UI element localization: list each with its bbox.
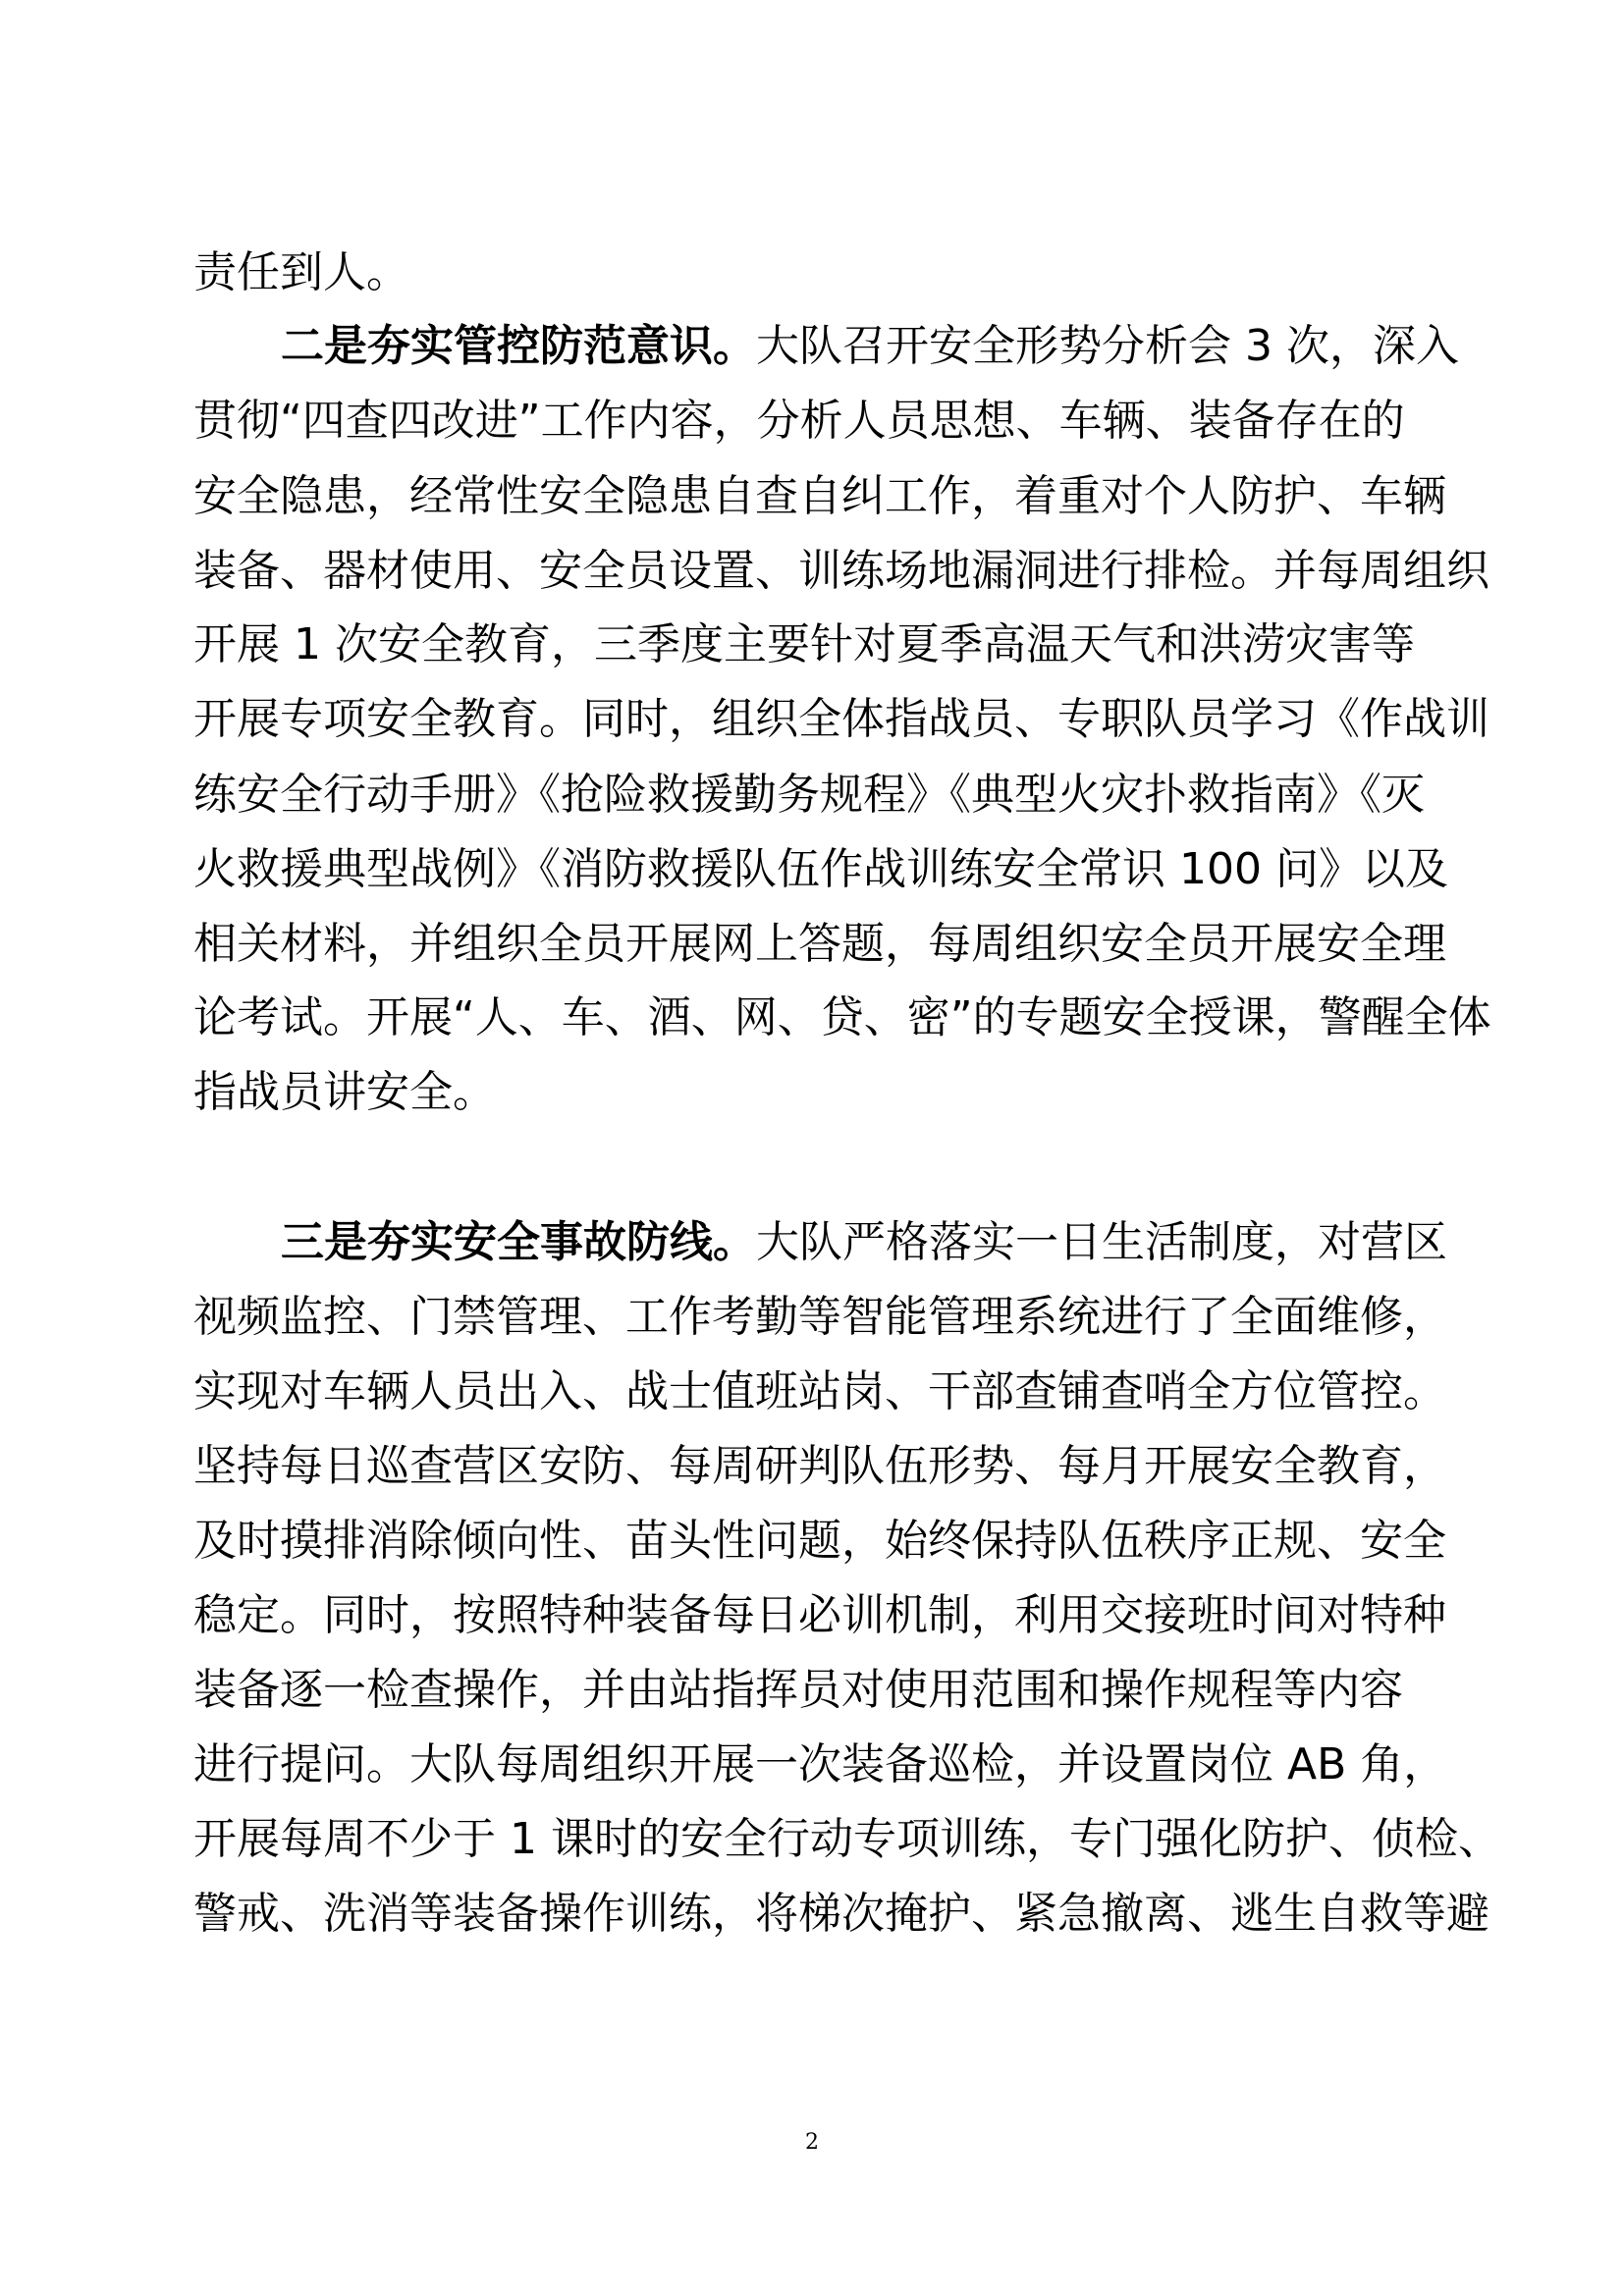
text-line: 装备逐一检查操作，并由站指挥员对使用范围和操作规程等内容 bbox=[193, 1665, 1403, 1715]
text-line: 论考试。开展“人、车、酒、网、贷、密”的专题安全授课，警醒全体 bbox=[193, 992, 1491, 1042]
paragraph-text: 大队召开安全形势分析会 3 次，深入 bbox=[756, 321, 1459, 371]
text-line: 指战员讲安全。 bbox=[193, 1067, 496, 1117]
text-line: 开展每周不少于 1 课时的安全行动专项训练，专门强化防护、侦检、 bbox=[193, 1814, 1501, 1864]
text-line: 练安全行动手册》《抢险救援勤务规程》《典型火灾扑救指南》《灭 bbox=[193, 770, 1425, 820]
text-line: 视频监控、门禁管理、工作考勤等智能管理系统进行了全面维修， bbox=[193, 1292, 1446, 1342]
paragraph-text: 大队严格落实一日生活制度，对营区 bbox=[756, 1217, 1447, 1267]
paragraph-heading-line bbox=[281, 317, 1459, 376]
text-line: 坚持每日巡查营区安防、每周研判队伍形势、每月开展安全教育， bbox=[193, 1441, 1446, 1491]
paragraph-heading-line bbox=[281, 1213, 1447, 1272]
page-number: 2 bbox=[805, 2130, 819, 2155]
text-line: 开展 1 次安全教育，三季度主要针对夏季高温天气和洪涝灾害等 bbox=[193, 619, 1415, 669]
text-line: 稳定。同时，按照特种装备每日必训机制，利用交接班时间对特种 bbox=[193, 1590, 1446, 1640]
paragraph-lead: 三是夯实安全事故防线。 bbox=[281, 1217, 756, 1267]
text-line: 进行提问。大队每周组织开展一次装备巡检，并设置岗位 AB 角， bbox=[193, 1739, 1447, 1789]
text-line: 相关材料，并组织全员开展网上答题，每周组织安全员开展安全理 bbox=[193, 919, 1446, 969]
paragraph-lead: 二是夯实管控防范意识。 bbox=[281, 321, 756, 371]
text-line: 安全隐患，经常性安全隐患自查自纠工作，着重对个人防护、车辆 bbox=[193, 471, 1446, 521]
text-line: 实现对车辆人员出入、战士值班站岗、干部查铺查哨全方位管控。 bbox=[193, 1366, 1446, 1416]
text-line: 及时摸排消除倾向性、苗头性问题，始终保持队伍秩序正规、安全 bbox=[193, 1516, 1446, 1566]
text-line: 装备、器材使用、安全员设置、训练场地漏洞进行排检。并每周组织 bbox=[193, 546, 1489, 596]
text-line: 贯彻“四查四改进”工作内容，分析人员思想、车辆、装备存在的 bbox=[193, 396, 1405, 446]
text-line: 责任到人。 bbox=[193, 247, 409, 297]
text-line: 火救援典型战例》《消防救援队伍作战训练安全常识 100 问》以及 bbox=[193, 844, 1448, 894]
text-line: 警戒、洗消等装备操作训练，将梯次掩护、紧急撤离、逃生自救等避 bbox=[193, 1889, 1489, 1939]
text-line: 开展专项安全教育。同时，组织全体指战员、专职队员学习《作战训 bbox=[193, 694, 1489, 744]
